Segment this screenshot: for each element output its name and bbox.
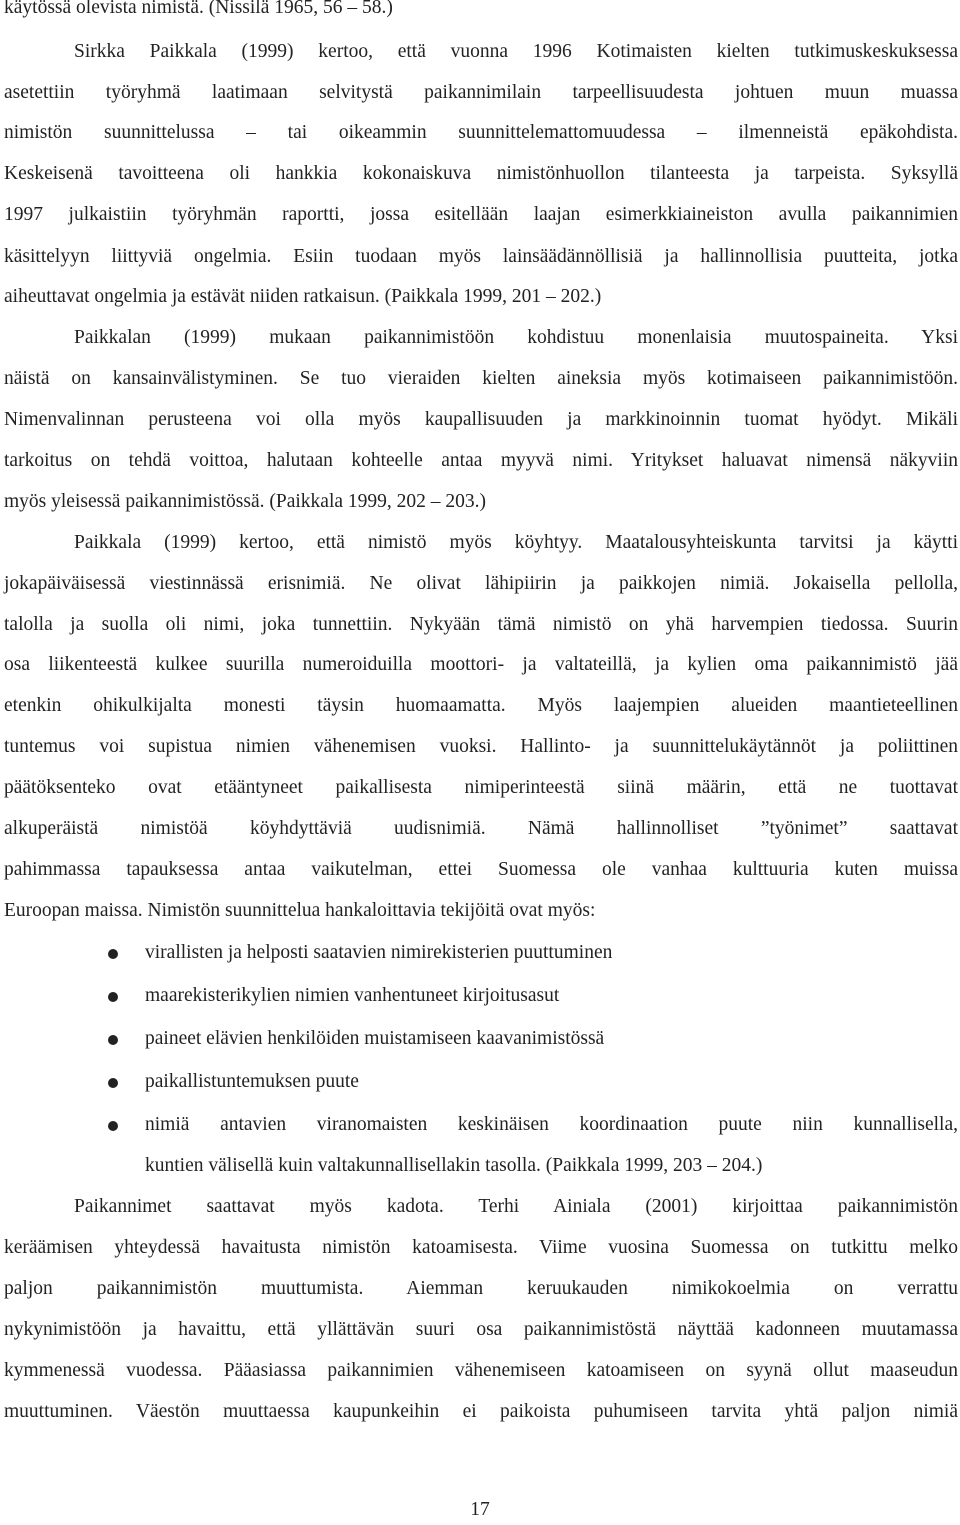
text-line: tarkoitus on tehdä voittoa, halutaan kohteelle antaa myyvä nimi. Yritykset haluavat nimensä näkyviin	[4, 450, 958, 471]
bullet-item: paikallistuntemuksen puute	[145, 1071, 359, 1092]
text-line: paljon paikannimistön muuttumista. Aiemman keruukauden nimikokoelmia on verrattu	[4, 1278, 958, 1299]
bullet-item: paineet elävien henkilöiden muistamiseen kaavanimistössä	[145, 1028, 605, 1049]
text-line: jokapäiväisessä viestinnässä erisnimiä. Ne olivat lähipiirin ja paikkojen nimiä. Jokaisella pellolla,	[4, 573, 958, 594]
text-line: keräämisen yhteydessä havaitusta nimistön katoamisesta. Viime vuosina Suomessa on tutkittu melko	[4, 1237, 958, 1258]
text-line: kymmenessä vuodessa. Pääasiassa paikannimien vähenemiseen katoamiseen on syynä ollut maaseudun	[4, 1360, 958, 1381]
text-line: nimistön suunnittelussa – tai oikeammin suunnittelemattomuudessa – ilmenneistä epäkohdista.	[4, 122, 958, 143]
bullet-item-continuation: kuntien välisellä kuin valtakunnallisellakin tasolla. (Paikkala 1999, 203 – 204.)	[145, 1155, 763, 1176]
bullet-icon	[108, 1035, 118, 1045]
text-line: Euroopan maissa. Nimistön suunnittelua hankaloittavia tekijöitä ovat myös:	[4, 900, 596, 921]
bullet-item: virallisten ja helposti saatavien nimirekisterien puuttuminen	[145, 942, 613, 963]
text-line: Nimenvalinnan perusteena voi olla myös kaupallisuuden ja markkinoinnin tuomat hyödyt. Mikäli	[4, 409, 958, 430]
bullet-item: nimiä antavien viranomaisten keskinäisen koordinaation puute niin kunnallisella,	[145, 1114, 958, 1135]
text-line: asetettiin työryhmä laatimaan selvitystä paikannimilain tarpeellisuudesta johtuen muun muassa	[4, 82, 958, 103]
text-line: 1997 julkaistiin työryhmän raportti, jossa esitellään laajan esimerkkiaineiston avulla paikannimien	[4, 204, 958, 225]
text-line: aiheuttavat ongelmia ja estävät niiden ratkaisun. (Paikkala 1999, 201 – 202.)	[4, 286, 602, 307]
page-number: 17	[470, 1499, 490, 1520]
text-line: käsittelyyn liittyviä ongelmia. Esiin tuodaan myös lainsäädännöllisiä ja hallinnollisia puutteita, jotka	[4, 246, 958, 267]
text-line: Paikkalan (1999) mukaan paikannimistöön kohdistuu monenlaisia muutospaineita. Yksi	[74, 327, 958, 348]
bullet-icon	[108, 1121, 118, 1131]
bullet-item: maarekisterikylien nimien vanhentuneet kirjoitusasut	[145, 985, 560, 1006]
text-line: näistä on kansainvälistyminen. Se tuo vieraiden kielten aineksia myös kotimaiseen paikannimistöön.	[4, 368, 958, 389]
text-line: Keskeisenä tavoitteena oli hankkia kokonaiskuva nimistönhuollon tilanteesta ja tarpeista. Syksyllä	[4, 163, 958, 184]
text-line: alkuperäistä nimistöä köyhdyttäviä uudisnimiä. Nämä hallinnolliset ”työnimet” saattavat	[4, 818, 958, 839]
text-line: etenkin ohikulkijalta monesti täysin huomaamatta. Myös laajempien alueiden maantieteellinen	[4, 695, 958, 716]
text-line: päätöksenteko ovat etääntyneet paikallisesta nimiperinteestä siinä määrin, että ne tuottavat	[4, 777, 958, 798]
text-line: pahimmassa tapauksessa antaa vaikutelman, ettei Suomessa ole vanhaa kulttuuria kuten muissa	[4, 859, 958, 880]
text-line: Paikannimet saattavat myös kadota. Terhi Ainiala (2001) kirjoittaa paikannimistön	[74, 1196, 958, 1217]
bullet-icon	[108, 1078, 118, 1088]
text-line: käytössä olevista nimistä. (Nissilä 1965, 56 – 58.)	[4, 0, 393, 18]
text-line: Paikkala (1999) kertoo, että nimistö myös köyhtyy. Maatalousyhteiskunta tarvitsi ja käytti	[74, 532, 958, 553]
text-line: talolla ja suolla oli nimi, joka tunnettiin. Nykyään tämä nimistö on yhä harvempien tiedossa. Suurin	[4, 614, 958, 635]
text-line: osa liikenteestä kulkee suurilla numeroiduilla moottori- ja valtateillä, ja kylien oma paikannimistö jää	[4, 654, 958, 675]
text-line: muuttuminen. Väestön muuttaessa kaupunkeihin ei paikoista puhumiseen tarvita yhtä paljon nimiä	[4, 1401, 958, 1422]
text-line: myös yleisessä paikannimistössä. (Paikkala 1999, 202 – 203.)	[4, 491, 487, 512]
text-line: nykynimistöön ja havaittu, että yllättävän suuri osa paikannimistöstä näyttää kadonneen muutamassa	[4, 1319, 958, 1340]
text-line: tuntemus voi supistua nimien vähenemisen vuoksi. Hallinto- ja suunnittelukäytännöt ja poliittinen	[4, 736, 958, 757]
bullet-icon	[108, 992, 118, 1002]
text-line: Sirkka Paikkala (1999) kertoo, että vuonna 1996 Kotimaisten kielten tutkimuskeskuksessa	[74, 41, 958, 62]
bullet-icon	[108, 949, 118, 959]
